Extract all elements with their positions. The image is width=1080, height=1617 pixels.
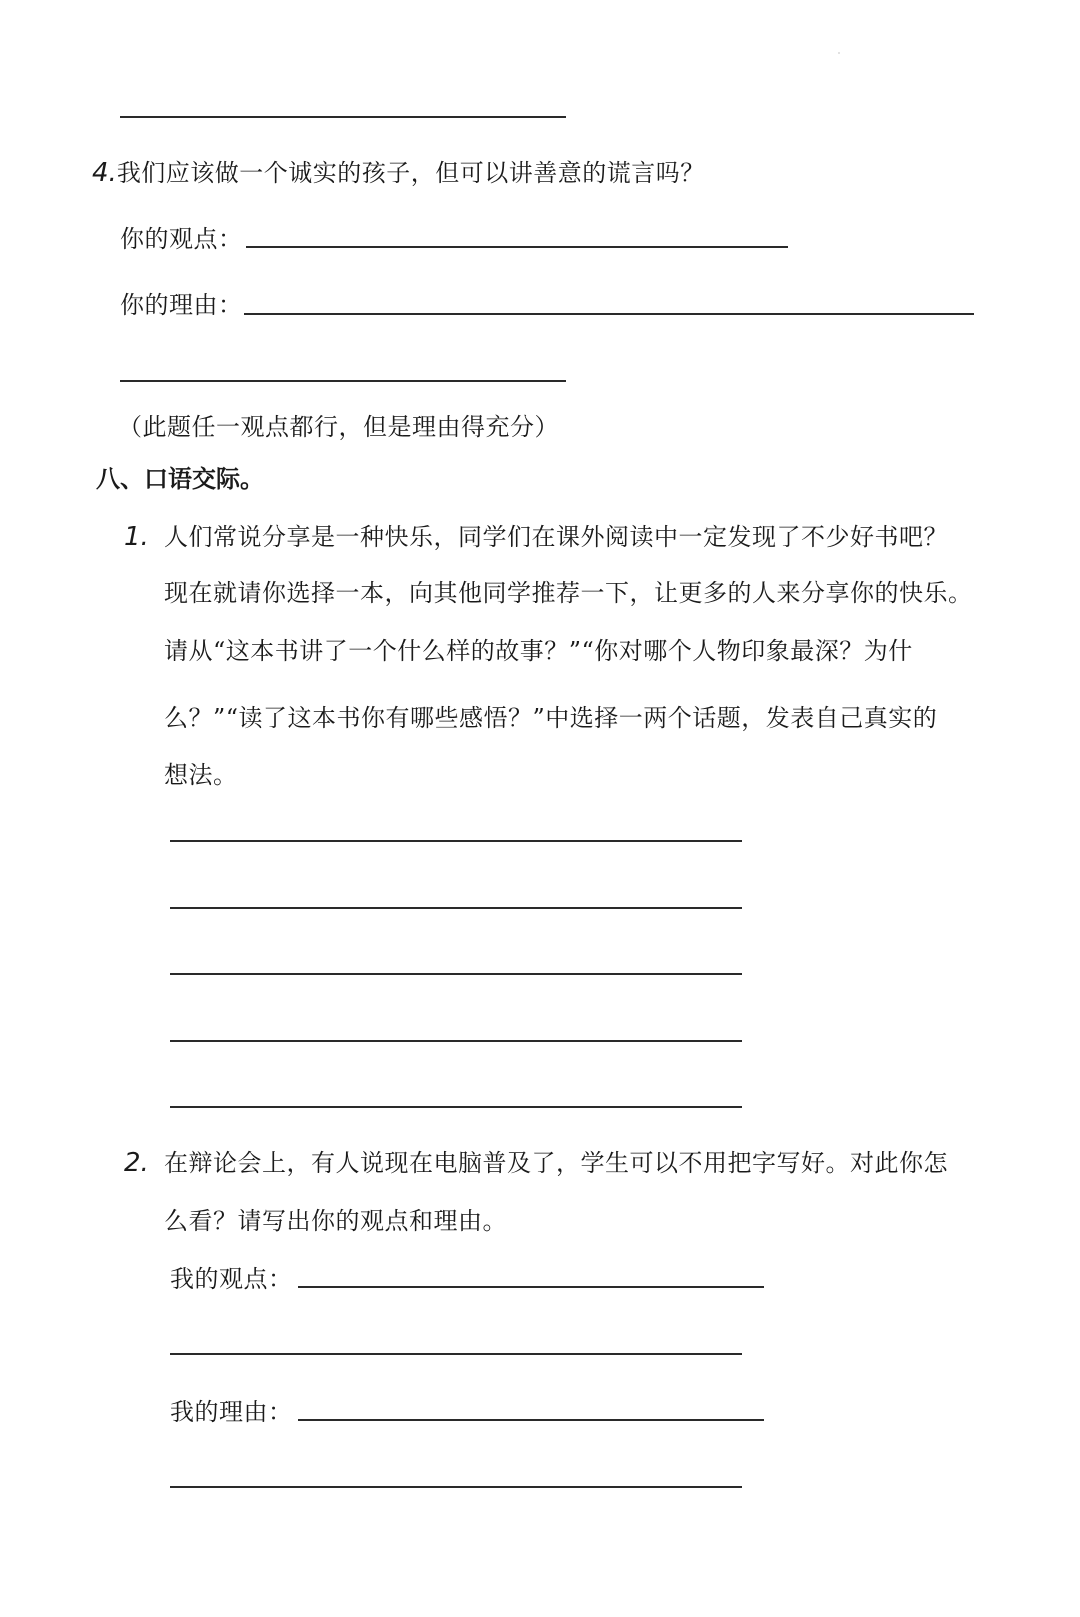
item-2-view-answer-line-1[interactable] [298, 1286, 764, 1288]
question-4-text: 我们应该做一个诚实的孩子，但可以讲善意的谎言吗？ [116, 159, 705, 187]
item-1-answer-line-5[interactable] [170, 1106, 742, 1108]
item-1-line-1: 人们常说分享是一种快乐，同学们在课外阅读中一定发现了不少好书吧？ [164, 523, 948, 551]
item-2-reason-answer-line-1[interactable] [298, 1419, 764, 1421]
section-8-title: 八、口语交际。 [96, 465, 264, 493]
q4-reason-answer-line-1[interactable] [244, 313, 974, 315]
q4-note: （此题任一观点都行，但是理由得充分） [118, 413, 559, 441]
item-2-line-1: 在辩论会上，有人说现在电脑普及了，学生可以不用把字写好。对此你怎 [164, 1149, 948, 1177]
item-1-line-5: 想法。 [164, 761, 238, 789]
item-2-reason-answer-line-2[interactable] [170, 1486, 742, 1488]
item-1-line-3: 请从“这本书讲了一个什么样的故事？”“你对哪个人物印象最深？为什 [164, 637, 913, 665]
item-2-view-answer-line-2[interactable] [170, 1353, 742, 1355]
answer-line-top[interactable] [120, 116, 566, 118]
item-1-answer-line-3[interactable] [170, 973, 742, 975]
item-1-answer-line-1[interactable] [170, 840, 742, 842]
item-2-number: 2. [124, 1148, 149, 1178]
item-1-answer-line-2[interactable] [170, 907, 742, 909]
scan-speck [838, 52, 840, 54]
question-4-number: 4. [92, 158, 117, 188]
q4-reason-answer-line-2[interactable] [120, 380, 566, 382]
item-2-line-2: 么看？请写出你的观点和理由。 [164, 1207, 507, 1235]
item-1-line-4: 么？”“读了这本书你有哪些感悟？”中选择一两个话题，发表自己真实的 [164, 704, 938, 732]
item-2-reason-label: 我的理由： [170, 1398, 293, 1426]
q4-reason-label: 你的理由： [120, 291, 243, 319]
item-1-answer-line-4[interactable] [170, 1040, 742, 1042]
q4-view-answer-line[interactable] [246, 246, 788, 248]
item-1-line-2: 现在就请你选择一本，向其他同学推荐一下，让更多的人来分享你的快乐。 [164, 579, 973, 607]
question-4 [92, 158, 705, 188]
item-1-number: 1. [124, 522, 149, 552]
q4-view-label: 你的观点： [120, 225, 243, 253]
item-2-view-label: 我的观点： [170, 1265, 293, 1293]
